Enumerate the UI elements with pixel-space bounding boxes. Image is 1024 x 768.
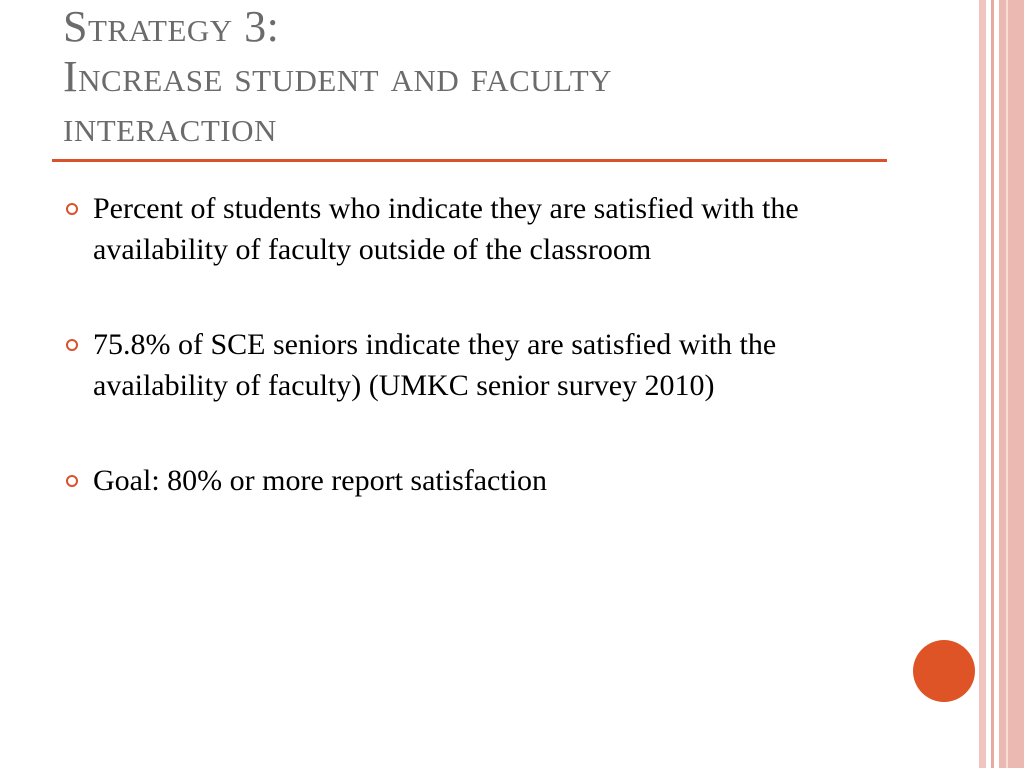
bullet-circle-icon	[66, 475, 78, 487]
slide-title	[63, 2, 883, 152]
title-divider	[52, 159, 887, 162]
slide-title-line: interaction	[63, 102, 277, 151]
bullet-item	[64, 188, 884, 270]
bullet-list	[64, 188, 884, 501]
bullet-text: Percent of students who indicate they are satisfied with the availability of faculty outside of the classroom	[93, 192, 799, 266]
slide-title-line: Increase student and faculty	[63, 52, 613, 101]
decorative-stripe	[1006, 0, 1008, 768]
bullet-item	[64, 324, 884, 406]
bullet-item	[64, 460, 884, 501]
bullet-circle-icon	[66, 339, 78, 351]
decorative-stripe	[979, 0, 986, 768]
decorative-circle	[913, 640, 975, 702]
slide-title-line: Strategy 3:	[63, 2, 280, 51]
decorative-stripe	[999, 0, 1024, 768]
bullet-text: 75.8% of SCE seniors indicate they are satisfied with the availability of faculty) (UMKC senior survey 2010)	[93, 328, 777, 402]
bullet-circle-icon	[66, 203, 78, 215]
bullet-text: Goal: 80% or more report satisfaction	[93, 464, 548, 497]
